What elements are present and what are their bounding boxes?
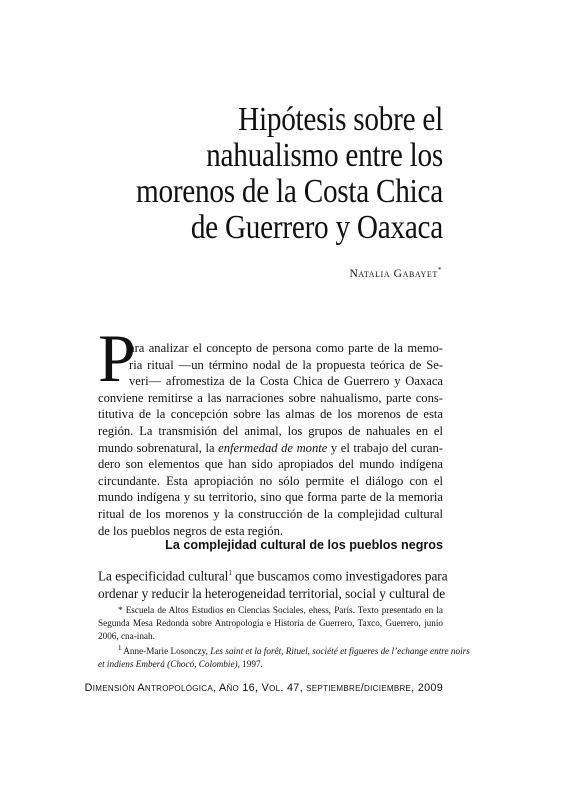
footnote-line: 2006, cna-inah.: [98, 630, 155, 641]
text-line: conviene remitirse a las narraciones sobre nahualismo, parte cons-: [98, 390, 443, 405]
footnote-line: [98, 642, 470, 658]
text-line: veri— afromestiza de la Costa Chica de Guerrero y Oaxaca: [129, 374, 443, 389]
footnote-number: 1: [118, 644, 122, 653]
italic-title: et indiens Emberá (Chocó, Colombie): [98, 659, 238, 670]
intro-paragraph: [98, 340, 443, 539]
footnote-ref: 1: [228, 569, 232, 577]
author-note-marker: *: [437, 266, 442, 274]
text-line: ordenar y reducir la heterogeneidad territorial, social y cultural de: [98, 586, 446, 602]
text-line: de los pueblos negros de esta región.: [98, 523, 284, 538]
drop-cap: P: [98, 320, 136, 396]
italic-term: enfermedad de monte: [218, 440, 328, 455]
footnotes: [98, 604, 470, 671]
italic-title: Les saint et la forêt, Rituel, société et figueres de l’echange entre noirs: [210, 646, 470, 657]
text-segment: , 1997.: [237, 659, 263, 670]
text-segment: La especificidad cultural: [98, 568, 229, 584]
text-line: ria ritual —un término nodal de la propuesta teórica de Se-: [129, 357, 443, 372]
section-paragraph: [98, 564, 448, 603]
text-line: [98, 564, 448, 585]
text-line: ritual de los morenos y la construcción de la complejidad cultural: [98, 506, 443, 521]
author-name: Natalia Gabayet: [349, 267, 438, 280]
title-line: de Guerrero y Oaxaca: [190, 209, 443, 246]
title-line: Hipótesis sobre el: [238, 101, 443, 138]
title-line: morenos de la Costa Chica: [135, 173, 443, 210]
running-footer: Dimensión Antropológica, Año 16, Vol. 47, septiembre/diciembre, 2009: [84, 682, 443, 694]
footnote-line: Segunda Mesa Redonda sobre Antropología e Historia de Guerrero, Taxco, Guerrero, junio: [98, 617, 443, 628]
section-heading: La complejidad cultural de los pueblos negros: [165, 538, 443, 552]
author-byline: [349, 266, 442, 280]
text-line: dero son elementos que han sido apropiados del mundo indígena: [98, 457, 443, 472]
text-line: titutiva de la concepción sobre las almas de los morenos de esta: [98, 407, 443, 422]
footnote-line: * Escuela de Altos Estudios en Ciencias Sociales, ehess, París. Texto presentado en la: [118, 605, 443, 615]
text-line: región. La transmisión del animal, los grupos de nahuales en el: [98, 423, 443, 438]
text-line: [98, 440, 443, 457]
text-segment: y el trabajo del curan-: [327, 440, 443, 455]
text-segment: mundo sobrenatural, la: [98, 440, 219, 455]
text-line: circundante. Esta apropiación no sólo permite el diálogo con el: [98, 473, 443, 488]
text-line: mundo indígena y su territorio, sino que forma parte de la memoria: [98, 490, 443, 505]
text-segment: que buscamos como investigadores para: [231, 568, 448, 584]
title-line: nahualismo entre los: [206, 137, 443, 174]
text-segment: Anne-Marie Losonczy,: [121, 646, 211, 657]
article-title: [136, 102, 443, 246]
footnote-line: [98, 658, 443, 671]
text-line: ara analizar el concepto de persona como parte de la memo-: [129, 341, 443, 355]
